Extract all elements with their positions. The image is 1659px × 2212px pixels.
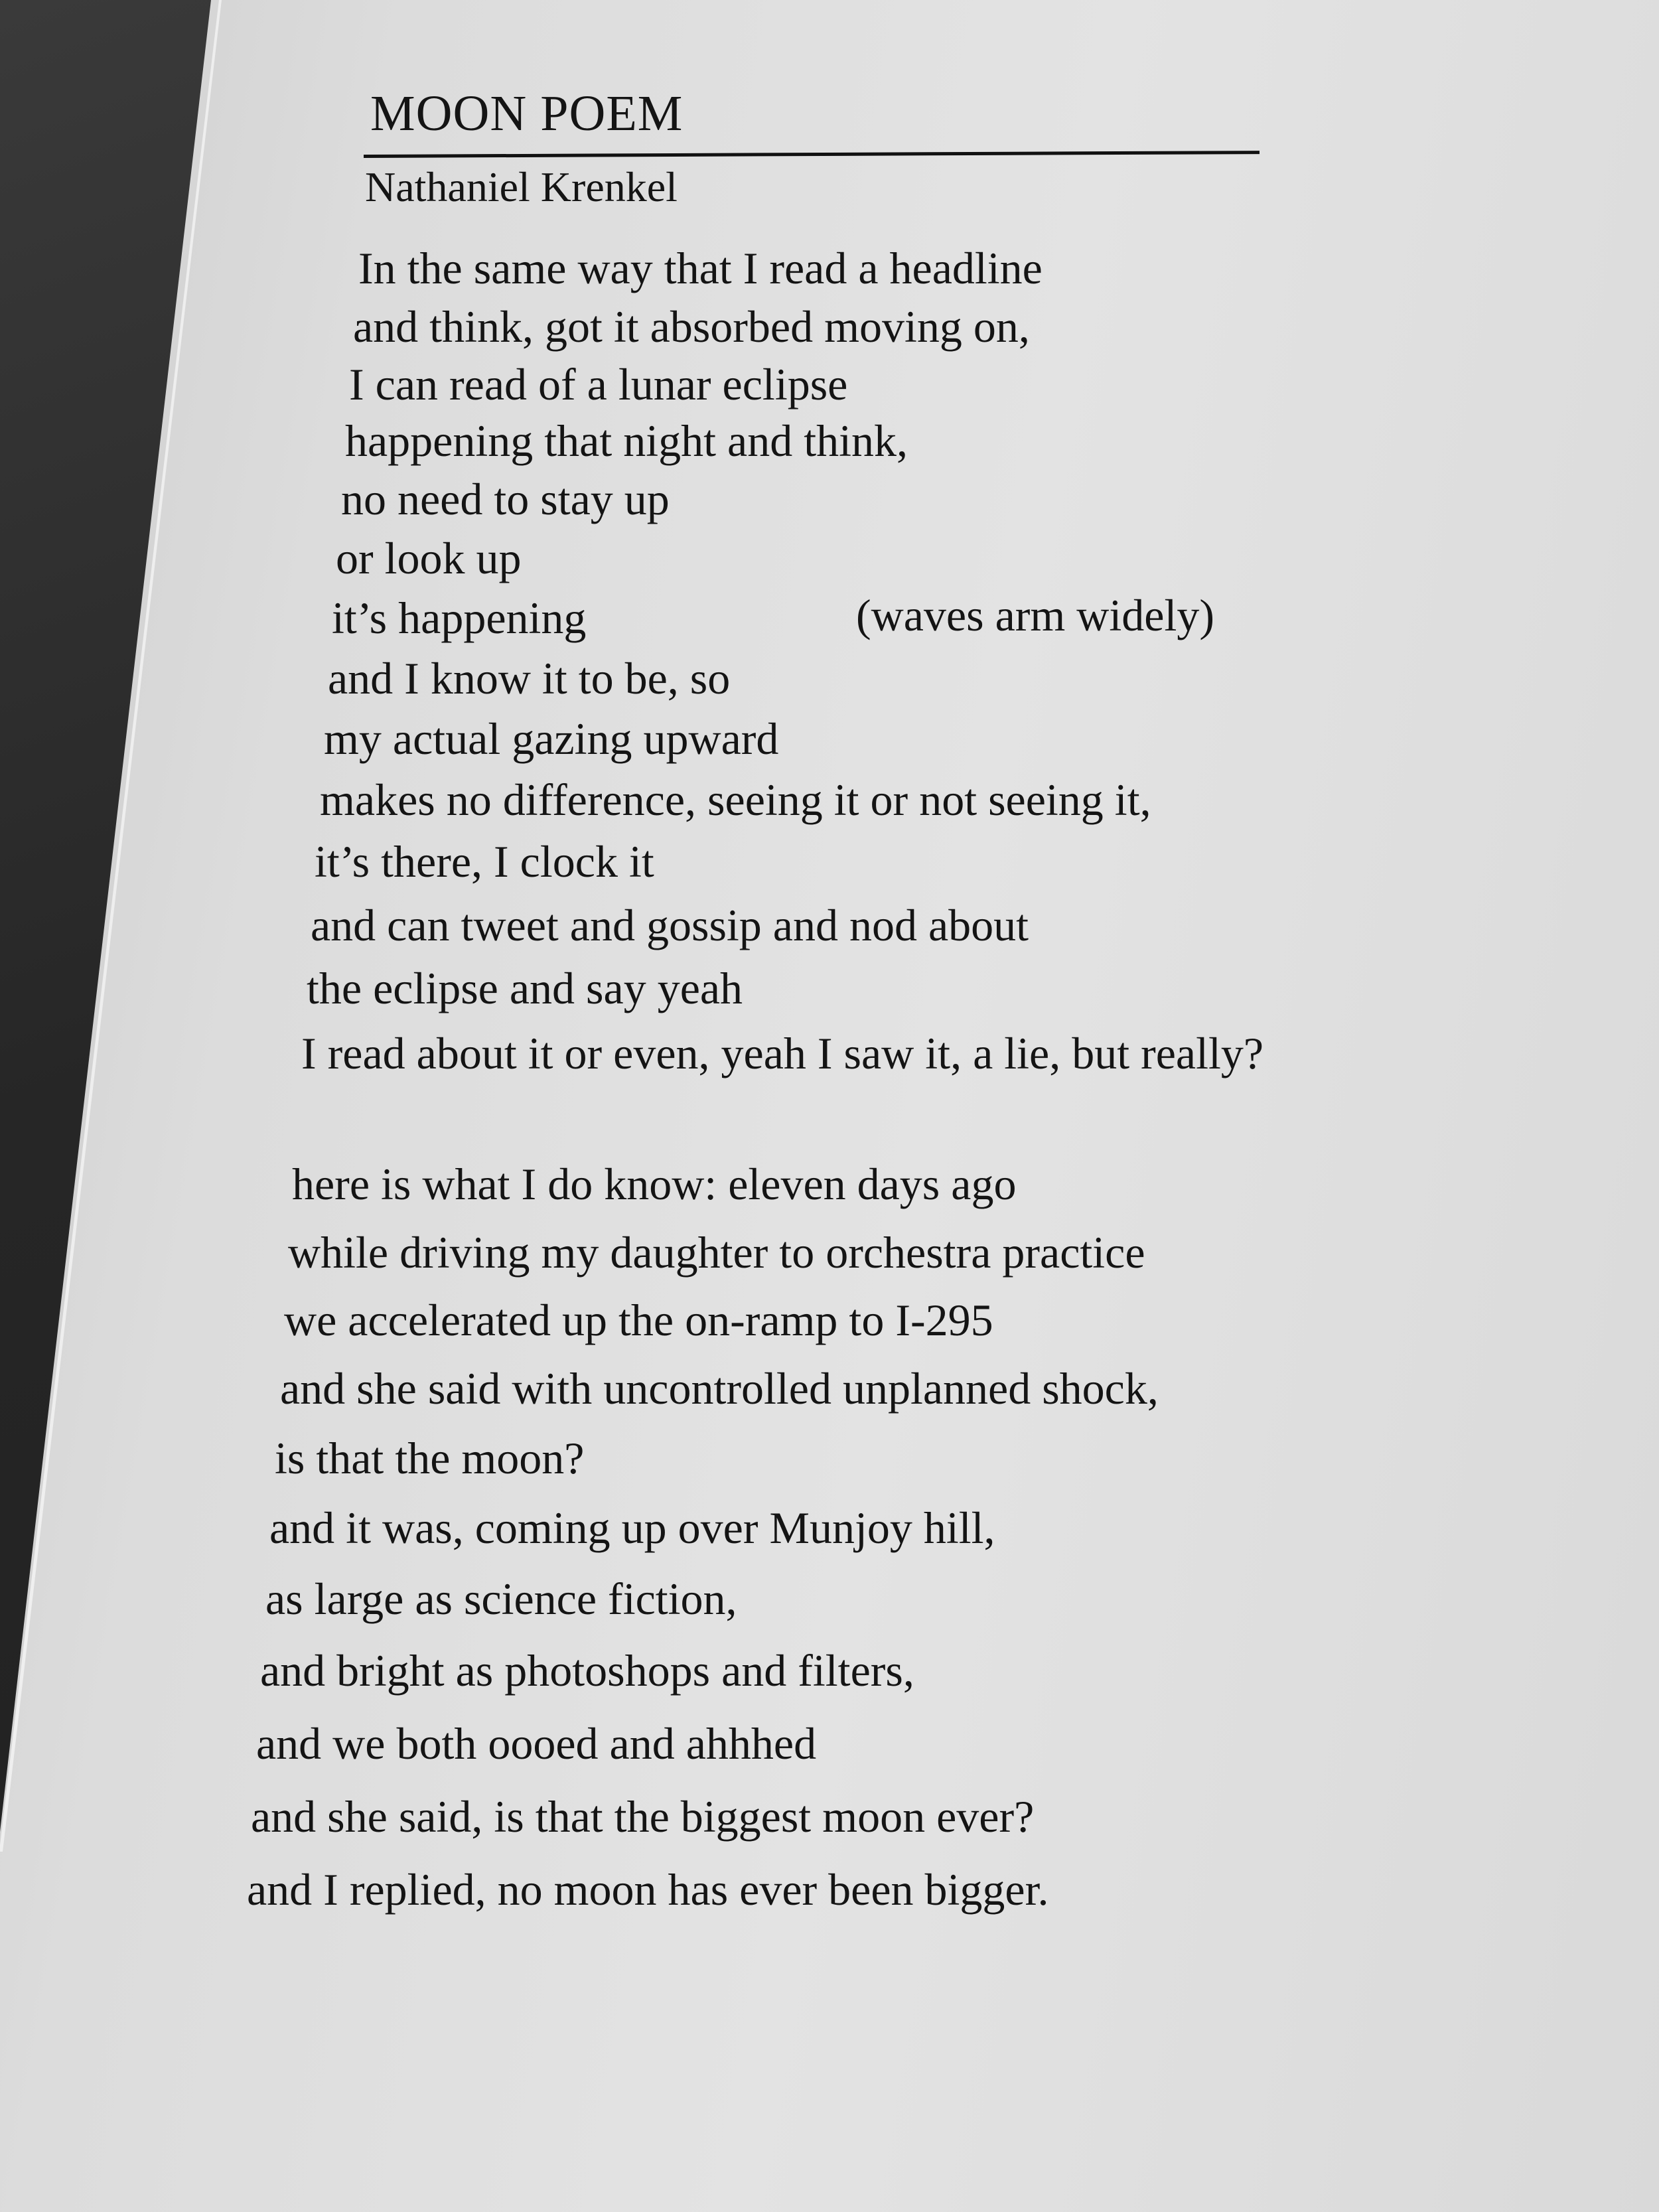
poem-title: MOON POEM	[370, 86, 684, 141]
poem-line: while driving my daughter to orchestra practice	[288, 1227, 1145, 1278]
poem-line: In the same way that I read a headline	[358, 243, 1043, 293]
poem-line: and I replied, no moon has ever been bigger.	[247, 1864, 1049, 1915]
title-rule	[364, 151, 1260, 158]
poem-line: makes no difference, seeing it or not seeing it,	[320, 774, 1151, 825]
poem-line: or look up	[336, 533, 522, 583]
poem-line: it’s there, I clock it	[315, 836, 654, 887]
poem-author: Nathaniel Krenkel	[365, 163, 678, 210]
poem-line: my actual gazing upward	[324, 713, 779, 764]
poem-line: no need to stay up	[341, 474, 670, 524]
poem-line: it’s happening	[332, 593, 587, 643]
poem-line: and can tweet and gossip and nod about	[311, 900, 1029, 950]
poem-line: as large as science fiction,	[265, 1574, 737, 1624]
poem-line: is that the moon?	[275, 1433, 585, 1483]
poem-line: and we both oooed and ahhhed	[256, 1718, 817, 1769]
poem-line: and she said, is that the biggest moon ever?	[251, 1791, 1035, 1842]
poem-line: the eclipse and say yeah	[307, 963, 743, 1013]
poem-line: happening that night and think,	[345, 415, 908, 466]
poem-line: and it was, coming up over Munjoy hill,	[269, 1503, 995, 1553]
poem-line: and think, got it absorbed moving on,	[353, 301, 1030, 352]
stage-direction: (waves arm widely)	[856, 590, 1215, 640]
poem-line: here is what I do know: eleven days ago	[292, 1159, 1017, 1209]
poem-line: and she said with uncontrolled unplanned shock,	[280, 1363, 1159, 1414]
poem-line: and bright as photoshops and filters,	[260, 1645, 914, 1696]
poem-line: I read about it or even, yeah I saw it, a lie, but really?	[301, 1028, 1264, 1078]
poem-line: we accelerated up the on-ramp to I-295	[284, 1295, 993, 1345]
poem-line: and I know it to be, so	[328, 653, 731, 703]
poem-line: I can read of a lunar eclipse	[349, 359, 848, 409]
